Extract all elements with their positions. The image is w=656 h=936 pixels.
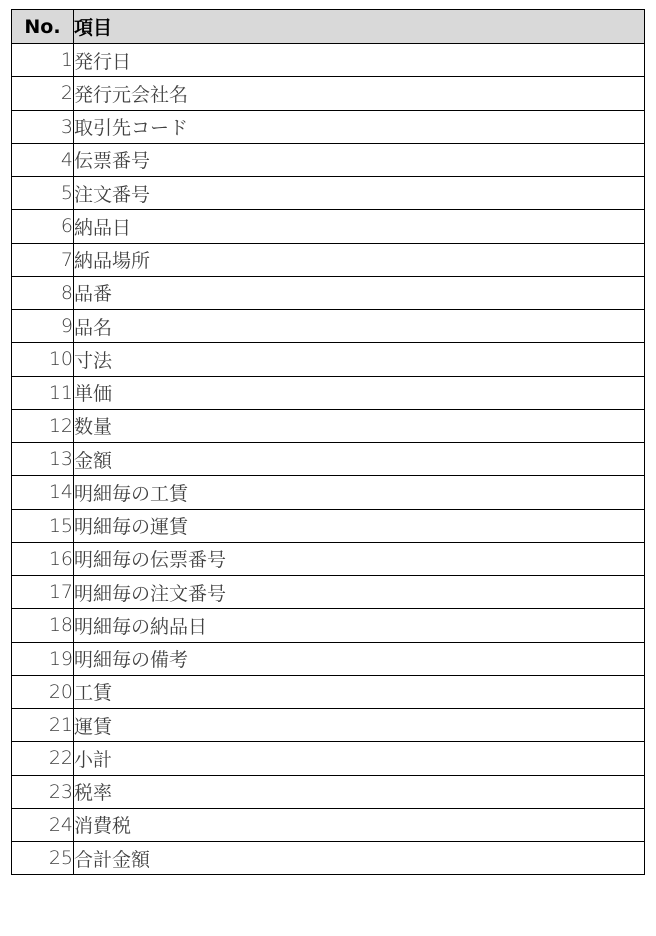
table-row <box>12 143 645 176</box>
table-row <box>12 542 645 575</box>
row-number: 22 <box>12 742 74 775</box>
row-item: 運賃 <box>74 709 645 742</box>
row-item: 工賃 <box>74 675 645 708</box>
table-row <box>12 343 645 376</box>
row-item: 小計 <box>74 742 645 775</box>
row-item: 明細毎の運賃 <box>74 509 645 542</box>
row-item: 消費税 <box>74 808 645 841</box>
table-row <box>12 775 645 808</box>
table-row <box>12 210 645 243</box>
row-number: 8 <box>12 276 74 309</box>
table-row <box>12 409 645 442</box>
table-row <box>12 443 645 476</box>
row-item: 明細毎の納品日 <box>74 609 645 642</box>
row-number: 15 <box>12 509 74 542</box>
row-item: 発行日 <box>74 44 645 77</box>
table-row <box>12 808 645 841</box>
row-number: 24 <box>12 808 74 841</box>
row-number: 14 <box>12 476 74 509</box>
table-row <box>12 276 645 309</box>
row-item: 明細毎の備考 <box>74 642 645 675</box>
row-item: 伝票番号 <box>74 143 645 176</box>
table-row <box>12 44 645 77</box>
row-number: 13 <box>12 443 74 476</box>
header-no: No. <box>12 10 74 44</box>
items-table <box>11 9 645 875</box>
row-number: 10 <box>12 343 74 376</box>
row-number: 3 <box>12 110 74 143</box>
row-number: 20 <box>12 675 74 708</box>
table-row <box>12 310 645 343</box>
row-item: 単価 <box>74 376 645 409</box>
table-row <box>12 509 645 542</box>
row-number: 16 <box>12 542 74 575</box>
table-row <box>12 110 645 143</box>
row-item: 明細毎の注文番号 <box>74 576 645 609</box>
header-item: 項目 <box>74 10 645 44</box>
table-row <box>12 243 645 276</box>
table-row <box>12 576 645 609</box>
row-number: 19 <box>12 642 74 675</box>
row-number: 2 <box>12 77 74 110</box>
row-item: 明細毎の伝票番号 <box>74 542 645 575</box>
row-number: 17 <box>12 576 74 609</box>
row-item: 納品場所 <box>74 243 645 276</box>
table-row <box>12 609 645 642</box>
table-row <box>12 177 645 210</box>
row-number: 11 <box>12 376 74 409</box>
row-number: 25 <box>12 842 74 875</box>
table-row <box>12 476 645 509</box>
row-number: 23 <box>12 775 74 808</box>
table-row <box>12 675 645 708</box>
row-number: 7 <box>12 243 74 276</box>
row-number: 5 <box>12 177 74 210</box>
header-row <box>12 10 645 44</box>
row-item: 納品日 <box>74 210 645 243</box>
row-item: 発行元会社名 <box>74 77 645 110</box>
row-number: 4 <box>12 143 74 176</box>
row-number: 21 <box>12 709 74 742</box>
row-item: 金額 <box>74 443 645 476</box>
row-item: 品名 <box>74 310 645 343</box>
row-number: 18 <box>12 609 74 642</box>
row-number: 6 <box>12 210 74 243</box>
row-item: 注文番号 <box>74 177 645 210</box>
row-item: 品番 <box>74 276 645 309</box>
table-row <box>12 842 645 875</box>
row-item: 合計金額 <box>74 842 645 875</box>
table-row <box>12 709 645 742</box>
table-row <box>12 742 645 775</box>
row-number: 9 <box>12 310 74 343</box>
row-item: 税率 <box>74 775 645 808</box>
row-number: 1 <box>12 44 74 77</box>
row-item: 寸法 <box>74 343 645 376</box>
table-row <box>12 642 645 675</box>
table-row <box>12 376 645 409</box>
row-item: 明細毎の工賃 <box>74 476 645 509</box>
row-item: 数量 <box>74 409 645 442</box>
table-row <box>12 77 645 110</box>
row-item: 取引先コード <box>74 110 645 143</box>
row-number: 12 <box>12 409 74 442</box>
